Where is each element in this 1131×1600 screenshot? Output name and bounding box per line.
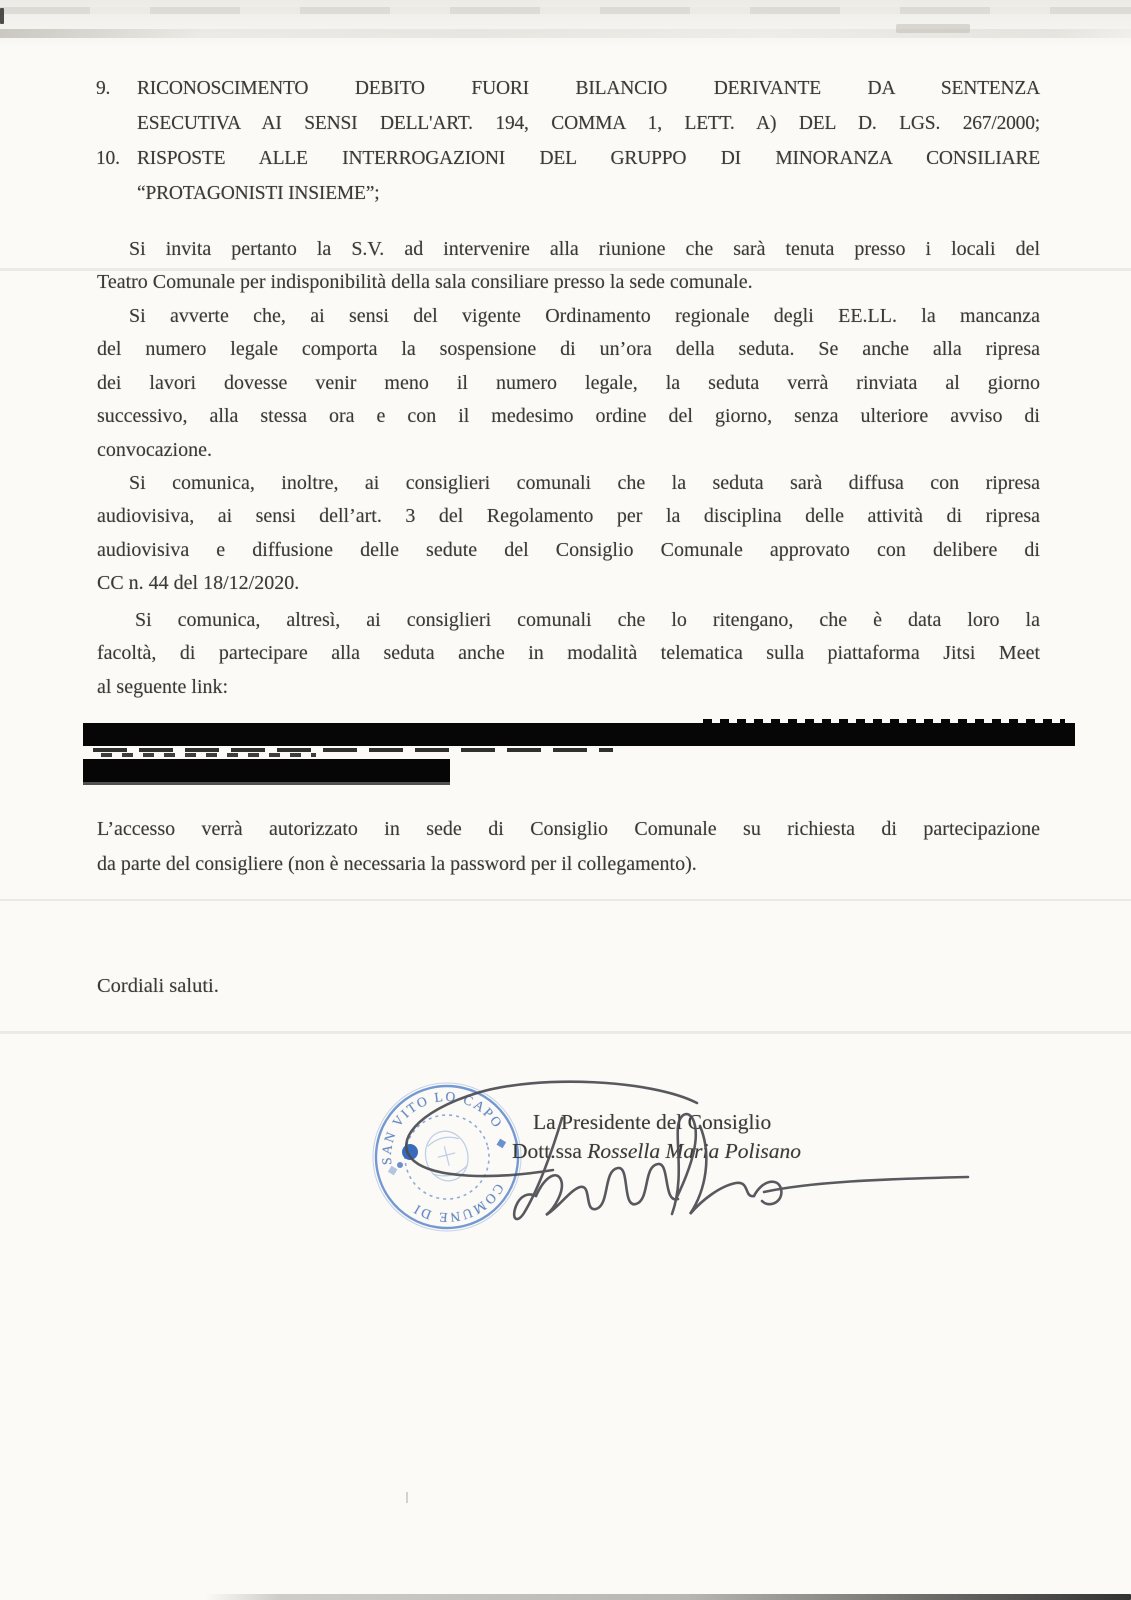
body-line: facoltà, di partecipare alla seduta anche in modalità telematica sulla piattaforma Jitsi Meet [97,642,1040,665]
scan-bottom-strip [205,1594,1131,1600]
body-line: audiovisiva, ai sensi dell’art. 3 del Regolamento per la disciplina delle attività di ripresa [97,505,1040,528]
signature-flourish-loop [406,1082,697,1176]
signature-tall-strokes [672,1114,754,1214]
scan-smudge [896,24,970,33]
body-line: CC n. 44 del 18/12/2020. [97,572,300,595]
body-line: Si comunica, inoltre, ai consiglieri comunali che la seduta sarà diffusa con ripresa [129,472,1040,494]
agenda-line: “PROTAGONISTI INSIEME”; [137,183,380,204]
signer-role-line: La Presidente del Consiglio [533,1110,772,1134]
agenda-item-number: 10. [96,148,120,169]
paragraph-numero-legale [97,300,1040,467]
scan-streak [0,1031,1131,1034]
body-line: dei lavori dovesse venir meno il numero legale, la seduta verrà rinviata al giorno [97,371,1040,394]
agenda-item-number: 9. [96,78,111,99]
agenda-item-9 [97,71,1040,141]
signer-title: Dott.ssa [512,1139,582,1163]
agenda-line: RISPOSTE ALLE INTERROGAZIONI DEL GRUPPO DI MINORANZA CONSILIARE [137,148,1040,169]
body-line: al seguente link: [97,675,229,698]
paragraph-invito [97,233,1040,300]
body-line: Teatro Comunale per indisponibilità della sala consiliare presso la sede comunale. [97,271,753,294]
paragraph-telematica [97,604,1040,704]
signer-name: Rossella Maria Polisano [587,1139,802,1163]
scan-streak [0,899,1131,901]
closing-salutation: Cordiali saluti. [97,975,219,997]
body-line: L’accesso verrà autorizzato in sede di Consiglio Comunale su richiesta di partecipazione [97,818,1040,840]
redaction-bar-link-2 [83,759,450,782]
scan-streak [0,7,1131,14]
body-line: convocazione. [97,438,212,461]
stamp-arc-top-text: SAN VITO LO CAPO [378,1088,507,1166]
stamp-arc-bottom-text: COMUNE DI [409,1181,508,1226]
paragraph-ripresa-audiovisiva [97,467,1040,601]
scan-tick-mark [406,1492,408,1503]
paragraph-accesso [97,812,1040,882]
agenda-line: ESECUTIVA AI SENSI DELL'ART. 194, COMMA 1, LETT. A) DEL D. LGS. 267/2000; [137,113,1040,134]
agenda-items [97,71,1040,211]
body-line: Si avverte che, ai sensi del vigente Ordinamento regionale degli EE.LL. la mancanza [129,305,1040,327]
signature-scrawl-loops [536,1164,678,1215]
handwritten-signature [380,1068,980,1250]
agenda-item-10 [97,141,1040,211]
body-line: del numero legale comporta la sospensione di un’ora della seduta. Se anche alla ripresa [97,338,1040,361]
body-line: Si comunica, altresì, ai consiglieri comunali che lo ritengano, che è data loro la [135,609,1040,631]
body-line: da parte del consigliere (non è necessaria la password per il collegamento). [97,853,697,875]
agenda-line: RICONOSCIMENTO DEBITO FUORI BILANCIO DERIVANTE DA SENTENZA [137,78,1040,99]
body-line: audiovisiva e diffusione delle sedute del Consiglio Comunale approvato con delibere di [97,538,1040,561]
scan-edge-mark [0,8,4,24]
body-line: Si invita pertanto la S.V. ad intervenire alla riunione che sarà tenuta presso i locali del [129,238,1040,260]
redaction-bar-link-1 [83,723,1075,746]
body-line: successivo, alla stessa ora e con il medesimo ordine del giorno, senza ulteriore avviso di [97,405,1040,428]
signature-tail [754,1177,968,1204]
